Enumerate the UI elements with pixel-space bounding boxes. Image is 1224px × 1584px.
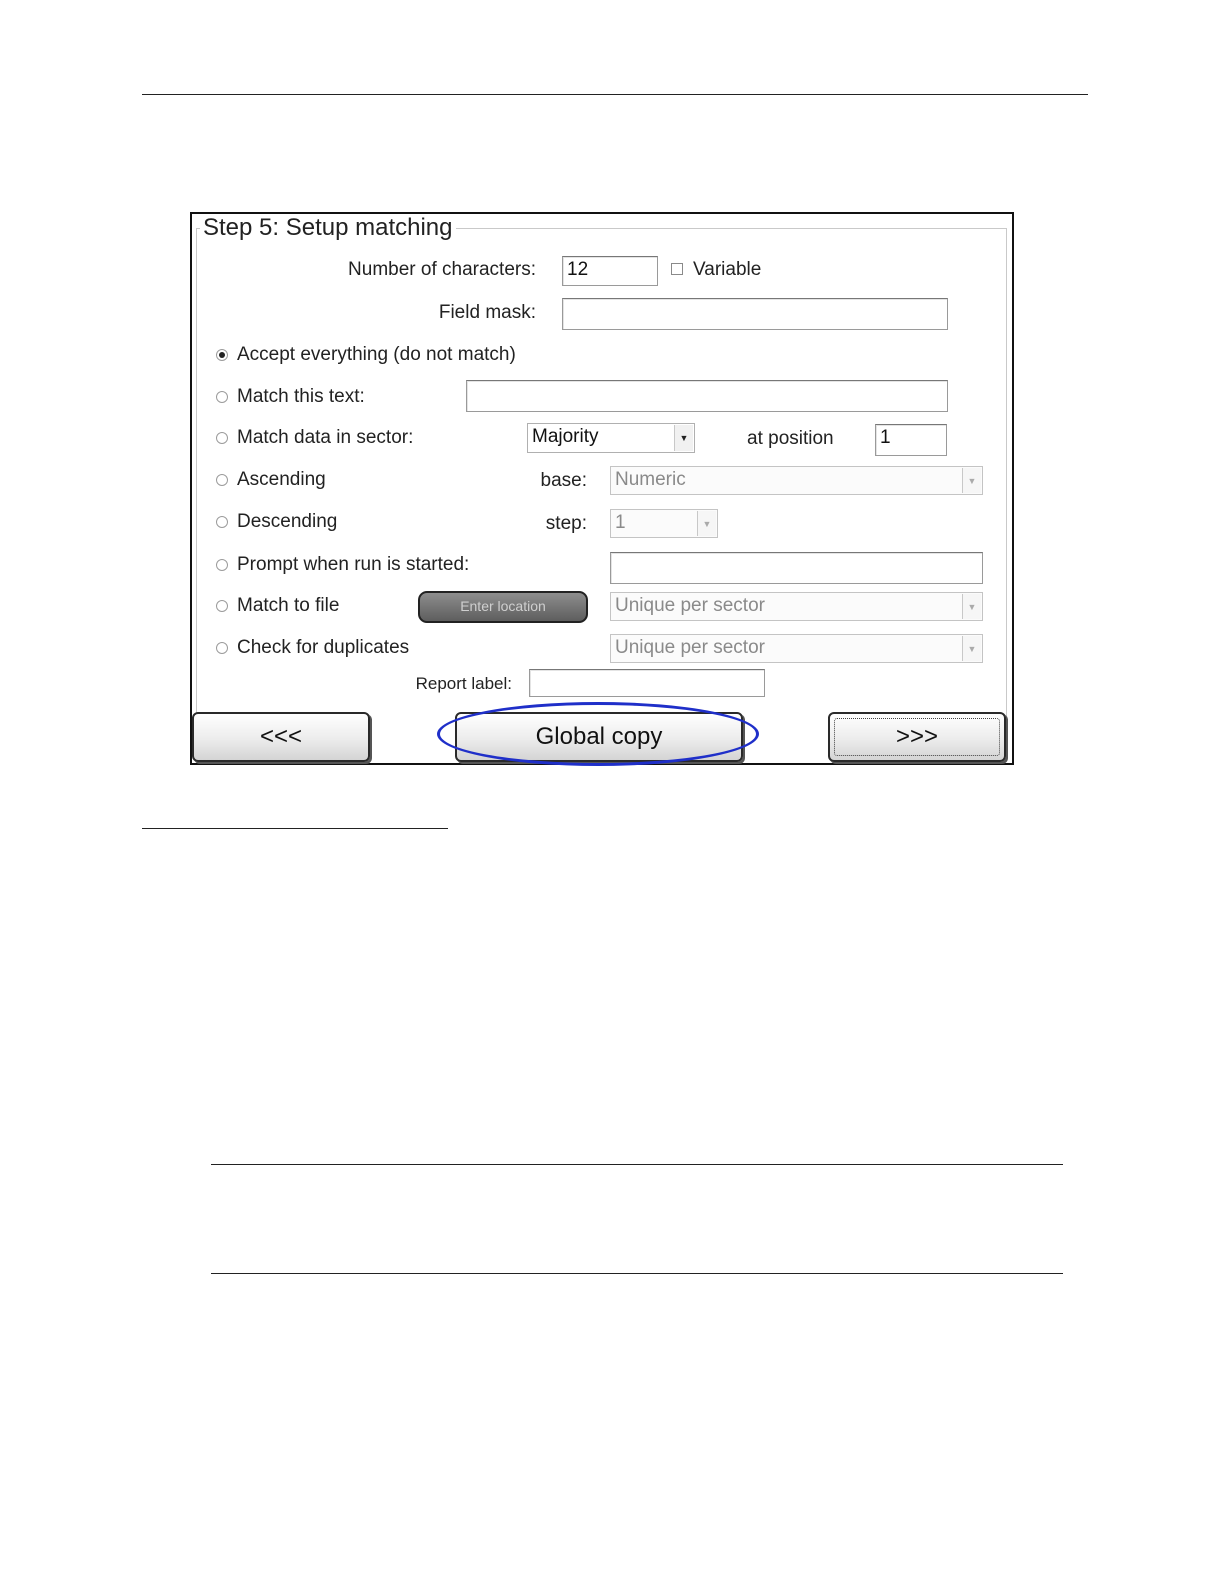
enter-location-button[interactable]: Enter location: [418, 591, 588, 623]
duplicates-select-value: Unique per sector: [615, 637, 765, 658]
at-position-label: at position: [747, 428, 834, 449]
option-check-duplicates: Check for duplicates: [237, 637, 410, 658]
step-label: step:: [545, 513, 587, 534]
match-file-select-value: Unique per sector: [615, 595, 765, 616]
option-descending: Descending: [237, 511, 338, 532]
chevron-down-icon[interactable]: ▼: [962, 468, 981, 493]
option-ascending: Ascending: [237, 469, 326, 490]
chevron-down-icon[interactable]: ▼: [674, 425, 693, 451]
at-position-input[interactable]: 1: [875, 424, 947, 456]
report-label-input[interactable]: [529, 669, 765, 697]
note-bottom-rule: [211, 1273, 1063, 1274]
option-match-this-text: Match this text:: [237, 386, 365, 407]
option-accept-everything: Accept everything (do not match): [237, 344, 516, 365]
back-button-label: <<<: [259, 723, 303, 750]
chevron-down-icon[interactable]: ▼: [962, 636, 981, 661]
match-file-select[interactable]: [610, 592, 983, 621]
step-select[interactable]: [610, 509, 718, 538]
option-match-to-file: Match to file: [237, 595, 340, 616]
chevron-down-icon[interactable]: ▼: [697, 511, 716, 536]
duplicates-select[interactable]: [610, 634, 983, 663]
report-label-label: Report label:: [415, 674, 512, 693]
radio-ascending[interactable]: [216, 474, 228, 486]
variable-checkbox[interactable]: [671, 263, 683, 275]
section-underline: [142, 828, 448, 829]
radio-descending[interactable]: [216, 516, 228, 528]
global-copy-button[interactable]: [455, 712, 743, 762]
group-title: Step 5: Setup matching: [200, 214, 456, 242]
option-prompt-when-started: Prompt when run is started:: [237, 554, 470, 575]
radio-accept-everything[interactable]: [216, 349, 228, 361]
back-button[interactable]: [192, 712, 370, 762]
number-of-characters-input[interactable]: 12: [562, 256, 658, 286]
global-copy-button-label: Global copy: [535, 723, 663, 750]
match-text-input[interactable]: [466, 380, 948, 412]
field-mask-input[interactable]: [562, 298, 948, 330]
base-select[interactable]: [610, 466, 983, 495]
sector-select-value: Majority: [532, 426, 599, 447]
option-match-data-in-sector: Match data in sector:: [237, 427, 414, 448]
radio-check-duplicates[interactable]: [216, 642, 228, 654]
sector-select[interactable]: [527, 423, 695, 453]
base-label: base:: [540, 470, 587, 491]
next-button-label: >>>: [895, 723, 939, 750]
header-rule: [142, 94, 1088, 95]
prompt-input[interactable]: [610, 552, 983, 584]
note-top-rule: [211, 1164, 1063, 1165]
base-select-value: Numeric: [615, 469, 686, 490]
radio-match-data-in-sector[interactable]: [216, 432, 228, 444]
radio-prompt-when-started[interactable]: [216, 559, 228, 571]
radio-match-this-text[interactable]: [216, 391, 228, 403]
radio-match-to-file[interactable]: [216, 600, 228, 612]
step-select-value: 1: [615, 512, 626, 533]
setup-matching-screenshot: [190, 212, 1014, 765]
chevron-down-icon[interactable]: ▼: [962, 594, 981, 619]
number-of-characters-label: Number of characters:: [348, 259, 536, 280]
next-button[interactable]: [828, 712, 1006, 762]
field-mask-label: Field mask:: [438, 302, 536, 323]
variable-label: Variable: [693, 259, 762, 280]
